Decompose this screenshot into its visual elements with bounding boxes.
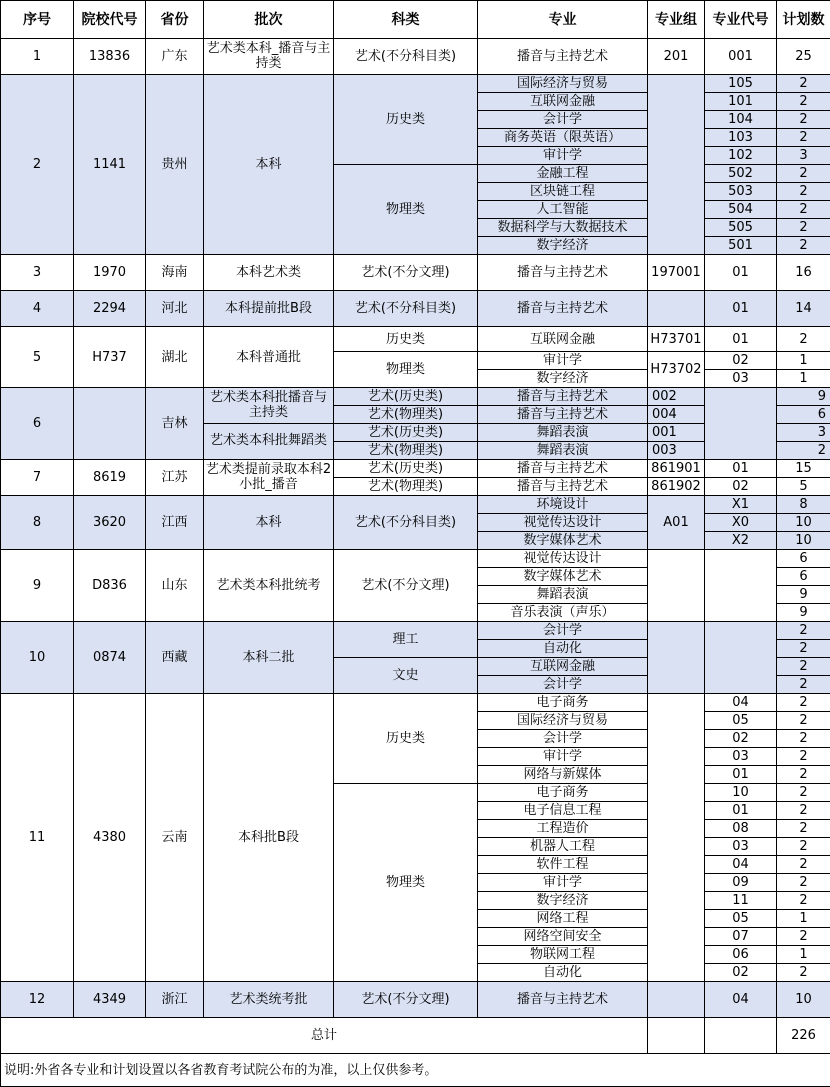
major-cell: 国际经济与贸易 bbox=[478, 75, 648, 93]
header-cell: 序号 bbox=[1, 1, 74, 39]
plan-cell: 2 bbox=[777, 964, 830, 982]
batch-cell: 艺术类本科批舞蹈类 bbox=[204, 424, 334, 460]
category-cell: 物理类 bbox=[334, 352, 478, 388]
category-cell: 艺术(不分文理) bbox=[334, 255, 478, 291]
batch-cell: 本科二批 bbox=[204, 622, 334, 694]
group-cell: H73701 bbox=[648, 327, 705, 352]
group-cell: 861902 bbox=[648, 478, 705, 496]
major-code-cell: 01 bbox=[705, 802, 777, 820]
category-cell: 历史类 bbox=[334, 694, 478, 784]
major-code-cell: X2 bbox=[705, 532, 777, 550]
plan-cell: 6 bbox=[777, 406, 830, 424]
major-code-cell: 101 bbox=[705, 93, 777, 111]
table-row bbox=[1, 982, 830, 1018]
major-code-cell bbox=[705, 1018, 777, 1054]
category-cell: 艺术(不分文理) bbox=[334, 982, 478, 1018]
major-code-cell: 08 bbox=[705, 820, 777, 838]
major-cell: 自动化 bbox=[478, 640, 648, 658]
plan-cell: 2 bbox=[777, 748, 830, 766]
table-row bbox=[1, 622, 830, 640]
plan-cell: 10 bbox=[777, 982, 830, 1018]
major-code-cell: 01 bbox=[705, 327, 777, 352]
province-cell: 吉林 bbox=[146, 388, 204, 460]
major-cell: 播音与主持艺术 bbox=[478, 255, 648, 291]
group-cell bbox=[648, 622, 705, 694]
total-label: 总计 bbox=[1, 1018, 648, 1054]
major-cell: 数字媒体艺术 bbox=[478, 568, 648, 586]
plan-cell: 2 bbox=[777, 75, 830, 93]
category-cell: 物理类 bbox=[334, 784, 478, 982]
plan-cell: 10 bbox=[777, 532, 830, 550]
plan-cell: 1 bbox=[777, 370, 830, 388]
table-row bbox=[1, 327, 830, 352]
plan-cell: 2 bbox=[777, 327, 830, 352]
major-cell: 播音与主持艺术 bbox=[478, 291, 648, 327]
table-row bbox=[1, 460, 830, 478]
major-cell: 会计学 bbox=[478, 676, 648, 694]
batch-cell: 本科艺术类 bbox=[204, 255, 334, 291]
batch-cell: 艺术类统考批 bbox=[204, 982, 334, 1018]
header-row bbox=[1, 1, 830, 39]
major-cell: 环境设计 bbox=[478, 496, 648, 514]
major-cell: 播音与主持艺术 bbox=[478, 406, 648, 424]
header-cell: 批次 bbox=[204, 1, 334, 39]
school-code-cell: 4349 bbox=[74, 982, 146, 1018]
major-cell: 视觉传达设计 bbox=[478, 514, 648, 532]
major-code-cell: 103 bbox=[705, 129, 777, 147]
major-code-cell: 06 bbox=[705, 946, 777, 964]
seq-cell: 12 bbox=[1, 982, 74, 1018]
plan-cell: 2 bbox=[777, 640, 830, 658]
major-code-cell: 05 bbox=[705, 910, 777, 928]
major-cell: 网络空间安全 bbox=[478, 928, 648, 946]
seq-cell: 10 bbox=[1, 622, 74, 694]
province-cell: 河北 bbox=[146, 291, 204, 327]
major-code-cell: 03 bbox=[705, 370, 777, 388]
province-cell: 贵州 bbox=[146, 75, 204, 255]
batch-cell: 本科 bbox=[204, 75, 334, 255]
plan-cell: 2 bbox=[777, 856, 830, 874]
major-cell: 数字经济 bbox=[478, 370, 648, 388]
major-cell: 电子信息工程 bbox=[478, 802, 648, 820]
table-row bbox=[1, 75, 830, 93]
batch-cell: 本科普通批 bbox=[204, 327, 334, 388]
major-code-cell: 504 bbox=[705, 201, 777, 219]
category-cell: 历史类 bbox=[334, 75, 478, 165]
major-cell: 会计学 bbox=[478, 111, 648, 129]
plan-cell: 2 bbox=[777, 784, 830, 802]
note-row bbox=[1, 1054, 830, 1087]
plan-cell: 2 bbox=[777, 820, 830, 838]
major-cell: 音乐表演（声乐） bbox=[478, 604, 648, 622]
major-code-cell: 01 bbox=[705, 766, 777, 784]
group-cell: 004 bbox=[648, 406, 705, 424]
major-code-cell: 11 bbox=[705, 892, 777, 910]
category-cell: 艺术(不分文理) bbox=[334, 550, 478, 622]
group-cell bbox=[648, 291, 705, 327]
category-cell: 艺术(物理类) bbox=[334, 442, 478, 460]
major-cell: 审计学 bbox=[478, 748, 648, 766]
major-cell: 播音与主持艺术 bbox=[478, 460, 648, 478]
major-code-cell: 10 bbox=[705, 784, 777, 802]
plan-cell: 6 bbox=[777, 568, 830, 586]
plan-cell: 2 bbox=[777, 694, 830, 712]
plan-cell: 9 bbox=[777, 604, 830, 622]
school-code-cell: H737 bbox=[74, 327, 146, 388]
batch-cell: 艺术类提前录取本科2小批_播音 bbox=[204, 460, 334, 496]
plan-cell: 2 bbox=[777, 766, 830, 784]
major-code-cell: 503 bbox=[705, 183, 777, 201]
plan-cell: 2 bbox=[777, 874, 830, 892]
plan-cell: 2 bbox=[777, 442, 830, 460]
footnote: 说明:外省各专业和计划设置以各省教育考试院公布的为准，以上仅供参考。 bbox=[1, 1054, 830, 1087]
group-cell: A01 bbox=[648, 496, 705, 550]
plan-cell: 5 bbox=[777, 478, 830, 496]
major-cell: 数据科学与大数据技术 bbox=[478, 219, 648, 237]
school-code-cell: 4380 bbox=[74, 694, 146, 982]
major-code-cell: X1 bbox=[705, 496, 777, 514]
plan-cell: 2 bbox=[777, 237, 830, 255]
major-cell: 播音与主持艺术 bbox=[478, 39, 648, 75]
plan-cell: 3 bbox=[777, 147, 830, 165]
plan-cell: 2 bbox=[777, 165, 830, 183]
school-code-cell bbox=[74, 388, 146, 460]
major-cell: 互联网金融 bbox=[478, 658, 648, 676]
group-cell: 861901 bbox=[648, 460, 705, 478]
major-cell: 电子商务 bbox=[478, 784, 648, 802]
plan-cell: 2 bbox=[777, 892, 830, 910]
group-cell bbox=[648, 1018, 705, 1054]
plan-cell: 2 bbox=[777, 838, 830, 856]
school-code-cell: 13836 bbox=[74, 39, 146, 75]
group-cell bbox=[648, 75, 705, 255]
major-code-cell: 501 bbox=[705, 237, 777, 255]
batch-cell: 本科 bbox=[204, 496, 334, 550]
major-cell: 软件工程 bbox=[478, 856, 648, 874]
major-cell: 播音与主持艺术 bbox=[478, 982, 648, 1018]
major-cell: 舞蹈表演 bbox=[478, 442, 648, 460]
total-value: 226 bbox=[777, 1018, 830, 1054]
plan-cell: 8 bbox=[777, 496, 830, 514]
header-cell: 省份 bbox=[146, 1, 204, 39]
table-row bbox=[1, 255, 830, 291]
major-cell: 电子商务 bbox=[478, 694, 648, 712]
category-cell: 艺术(不分科目类) bbox=[334, 291, 478, 327]
table-row bbox=[1, 39, 830, 75]
plan-cell: 2 bbox=[777, 730, 830, 748]
major-code-cell: 105 bbox=[705, 75, 777, 93]
table-row bbox=[1, 496, 830, 514]
major-code-cell: 05 bbox=[705, 712, 777, 730]
major-cell: 机器人工程 bbox=[478, 838, 648, 856]
group-cell: 197001 bbox=[648, 255, 705, 291]
category-cell: 艺术(不分科目类) bbox=[334, 496, 478, 550]
major-code-cell: 02 bbox=[705, 478, 777, 496]
major-code-cell: 01 bbox=[705, 255, 777, 291]
major-cell: 会计学 bbox=[478, 730, 648, 748]
seq-cell: 1 bbox=[1, 39, 74, 75]
plan-cell: 2 bbox=[777, 802, 830, 820]
plan-cell: 2 bbox=[777, 928, 830, 946]
plan-cell: 2 bbox=[777, 712, 830, 730]
major-code-cell: 104 bbox=[705, 111, 777, 129]
table-row bbox=[1, 291, 830, 327]
plan-cell: 2 bbox=[777, 658, 830, 676]
major-code-cell bbox=[705, 622, 777, 694]
major-cell: 互联网金融 bbox=[478, 327, 648, 352]
major-cell: 播音与主持艺术 bbox=[478, 388, 648, 406]
plan-cell: 10 bbox=[777, 514, 830, 532]
header-cell: 专业组 bbox=[648, 1, 705, 39]
major-cell: 数字经济 bbox=[478, 237, 648, 255]
major-cell: 网络与新媒体 bbox=[478, 766, 648, 784]
group-cell: 001 bbox=[648, 424, 705, 442]
group-cell: 002 bbox=[648, 388, 705, 406]
major-code-cell: 02 bbox=[705, 352, 777, 370]
category-cell: 文史 bbox=[334, 658, 478, 694]
school-code-cell: 0874 bbox=[74, 622, 146, 694]
plan-cell: 9 bbox=[777, 586, 830, 604]
group-cell bbox=[648, 982, 705, 1018]
province-cell: 湖北 bbox=[146, 327, 204, 388]
province-cell: 海南 bbox=[146, 255, 204, 291]
major-code-cell: 03 bbox=[705, 838, 777, 856]
plan-cell: 3 bbox=[777, 424, 830, 442]
major-code-cell bbox=[705, 388, 777, 460]
header-cell: 科类 bbox=[334, 1, 478, 39]
major-code-cell: X0 bbox=[705, 514, 777, 532]
plan-cell: 2 bbox=[777, 111, 830, 129]
major-code-cell: 04 bbox=[705, 982, 777, 1018]
seq-cell: 9 bbox=[1, 550, 74, 622]
seq-cell: 11 bbox=[1, 694, 74, 982]
table-row bbox=[1, 550, 830, 568]
group-cell bbox=[648, 694, 705, 982]
plan-cell: 2 bbox=[777, 183, 830, 201]
major-cell: 互联网金融 bbox=[478, 93, 648, 111]
category-cell: 历史类 bbox=[334, 327, 478, 352]
header-cell: 专业 bbox=[478, 1, 648, 39]
major-code-cell: 02 bbox=[705, 964, 777, 982]
school-code-cell: 8619 bbox=[74, 460, 146, 496]
batch-cell: 本科提前批B段 bbox=[204, 291, 334, 327]
group-cell: H73702 bbox=[648, 352, 705, 388]
major-code-cell: 505 bbox=[705, 219, 777, 237]
major-cell: 舞蹈表演 bbox=[478, 586, 648, 604]
total-row bbox=[1, 1018, 830, 1054]
category-cell: 理工 bbox=[334, 622, 478, 658]
plan-cell: 9 bbox=[777, 388, 830, 406]
plan-cell: 2 bbox=[777, 622, 830, 640]
group-cell: 201 bbox=[648, 39, 705, 75]
province-cell: 云南 bbox=[146, 694, 204, 982]
major-cell: 工程造价 bbox=[478, 820, 648, 838]
category-cell: 艺术(历史类) bbox=[334, 460, 478, 478]
major-cell: 数字媒体艺术 bbox=[478, 532, 648, 550]
seq-cell: 7 bbox=[1, 460, 74, 496]
major-code-cell: 01 bbox=[705, 460, 777, 478]
major-cell: 物联网工程 bbox=[478, 946, 648, 964]
major-code-cell: 04 bbox=[705, 694, 777, 712]
major-code-cell bbox=[705, 550, 777, 622]
plan-cell: 1 bbox=[777, 910, 830, 928]
province-cell: 浙江 bbox=[146, 982, 204, 1018]
major-code-cell: 01 bbox=[705, 291, 777, 327]
major-code-cell: 502 bbox=[705, 165, 777, 183]
major-code-cell: 03 bbox=[705, 748, 777, 766]
table-row bbox=[1, 388, 830, 406]
school-code-cell: 1970 bbox=[74, 255, 146, 291]
category-cell: 艺术(物理类) bbox=[334, 478, 478, 496]
major-cell: 国际经济与贸易 bbox=[478, 712, 648, 730]
category-cell: 艺术(历史类) bbox=[334, 388, 478, 406]
major-cell: 网络工程 bbox=[478, 910, 648, 928]
category-cell: 物理类 bbox=[334, 165, 478, 255]
batch-cell: 艺术类本科批统考 bbox=[204, 550, 334, 622]
province-cell: 西藏 bbox=[146, 622, 204, 694]
plan-cell: 2 bbox=[777, 676, 830, 694]
province-cell: 江西 bbox=[146, 496, 204, 550]
major-code-cell: 04 bbox=[705, 856, 777, 874]
major-cell: 审计学 bbox=[478, 874, 648, 892]
plan-cell: 16 bbox=[777, 255, 830, 291]
group-cell bbox=[648, 550, 705, 622]
seq-cell: 2 bbox=[1, 75, 74, 255]
province-cell: 广东 bbox=[146, 39, 204, 75]
major-cell: 审计学 bbox=[478, 352, 648, 370]
major-cell: 播音与主持艺术 bbox=[478, 478, 648, 496]
seq-cell: 6 bbox=[1, 388, 74, 460]
school-code-cell: 2294 bbox=[74, 291, 146, 327]
plan-cell: 15 bbox=[777, 460, 830, 478]
category-cell: 艺术(不分科目类) bbox=[334, 39, 478, 75]
school-code-cell: 1141 bbox=[74, 75, 146, 255]
school-code-cell: 3620 bbox=[74, 496, 146, 550]
batch-cell: 本科批B段 bbox=[204, 694, 334, 982]
major-cell: 审计学 bbox=[478, 147, 648, 165]
major-code-cell: 07 bbox=[705, 928, 777, 946]
major-cell: 舞蹈表演 bbox=[478, 424, 648, 442]
batch-cell: 艺术类本科批播音与主持类 bbox=[204, 388, 334, 424]
major-cell: 数字经济 bbox=[478, 892, 648, 910]
plan-cell: 25 bbox=[777, 39, 830, 75]
plan-cell: 2 bbox=[777, 129, 830, 147]
plan-cell: 2 bbox=[777, 201, 830, 219]
plan-cell: 6 bbox=[777, 550, 830, 568]
major-cell: 商务英语（限英语） bbox=[478, 129, 648, 147]
major-cell: 区块链工程 bbox=[478, 183, 648, 201]
header-cell: 院校代号 bbox=[74, 1, 146, 39]
major-code-cell: 09 bbox=[705, 874, 777, 892]
plan-cell: 1 bbox=[777, 946, 830, 964]
batch-cell: 艺术类本科_播音与主持类 bbox=[204, 39, 334, 75]
major-code-cell: 001 bbox=[705, 39, 777, 75]
province-cell: 江苏 bbox=[146, 460, 204, 496]
header-cell: 专业代号 bbox=[705, 1, 777, 39]
table-row bbox=[1, 694, 830, 712]
group-cell: 003 bbox=[648, 442, 705, 460]
category-cell: 艺术(历史类) bbox=[334, 424, 478, 442]
plan-cell: 2 bbox=[777, 219, 830, 237]
seq-cell: 4 bbox=[1, 291, 74, 327]
major-cell: 会计学 bbox=[478, 622, 648, 640]
major-code-cell: 102 bbox=[705, 147, 777, 165]
header-cell: 计划数 bbox=[777, 1, 830, 39]
major-code-cell: 02 bbox=[705, 730, 777, 748]
province-cell: 山东 bbox=[146, 550, 204, 622]
seq-cell: 8 bbox=[1, 496, 74, 550]
major-cell: 人工智能 bbox=[478, 201, 648, 219]
seq-cell: 3 bbox=[1, 255, 74, 291]
plan-cell: 1 bbox=[777, 352, 830, 370]
school-code-cell: D836 bbox=[74, 550, 146, 622]
major-cell: 金融工程 bbox=[478, 165, 648, 183]
plan-cell: 14 bbox=[777, 291, 830, 327]
major-cell: 自动化 bbox=[478, 964, 648, 982]
seq-cell: 5 bbox=[1, 327, 74, 388]
plan-cell: 2 bbox=[777, 93, 830, 111]
category-cell: 艺术(物理类) bbox=[334, 406, 478, 424]
major-cell: 视觉传达设计 bbox=[478, 550, 648, 568]
